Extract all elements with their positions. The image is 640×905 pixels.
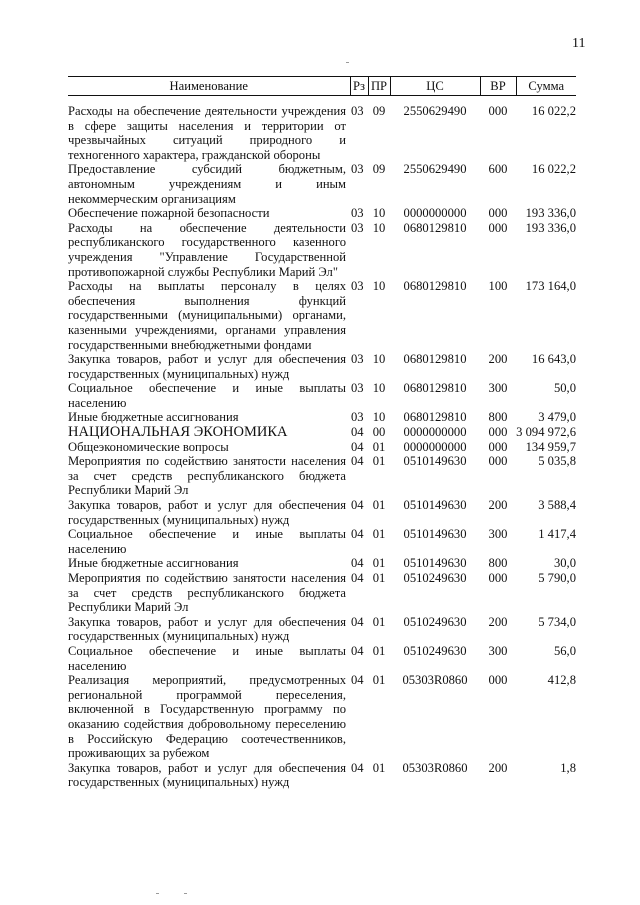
cell-pr: 01 (372, 614, 386, 629)
scan-speck (156, 893, 159, 894)
cell-name: Социальное обеспечение и иные выплаты населению (68, 527, 346, 556)
cell-name: Обеспечение пожарной безопасности (68, 206, 270, 221)
cell-cs: 0000000000 (403, 425, 467, 440)
cell-cs: 0510249630 (403, 614, 467, 629)
cell-vr: 200 (488, 498, 508, 513)
cell-sum: 3 479,0 (538, 410, 576, 425)
cell-vr: 300 (488, 527, 508, 542)
cell-rz: 04 (351, 571, 364, 585)
cell-sum: 1 417,4 (538, 527, 576, 542)
cell-vr: 600 (488, 162, 508, 177)
cell-cs: 0510149630 (403, 527, 467, 542)
cell-rz: 03 (351, 162, 364, 177)
table-row (68, 644, 576, 673)
cell-name: Закупка товаров, работ и услуг для обеспечения государственных (муниципальных) нужд (68, 614, 346, 644)
cell-sum: 134 959,7 (525, 439, 576, 454)
cell-sum: 3 588,4 (538, 498, 576, 513)
cell-pr: 01 (372, 673, 386, 688)
scan-speck (184, 893, 187, 894)
table-body (68, 96, 576, 790)
scan-speck (346, 62, 349, 63)
cell-sum: 56,0 (553, 643, 576, 658)
cell-vr: 000 (488, 425, 508, 440)
cell-vr: 200 (488, 614, 508, 629)
cell-rz: 04 (351, 643, 364, 658)
table-row (68, 279, 576, 352)
cell-sum: 5 035,8 (538, 454, 576, 469)
cell-sum: 5 734,0 (538, 614, 576, 629)
cell-vr: 800 (488, 556, 508, 571)
cell-cs: 0680129810 (403, 279, 467, 294)
cell-rz: 04 (351, 556, 364, 571)
cell-name: Закупка товаров, работ и услуг для обеспечения государственных (муниципальных) нужд (68, 352, 346, 381)
cell-name: Расходы на обеспечение деятельности республиканского государственного казенного учреждения "Управление Государственной противопожарной службы Республики Марий Эл" (68, 220, 346, 279)
cell-name: НАЦИОНАЛЬНАЯ ЭКОНОМИКА (68, 424, 288, 441)
cell-vr: 200 (488, 352, 508, 367)
cell-pr: 10 (372, 410, 386, 425)
cell-rz: 03 (351, 206, 364, 221)
table-row (68, 221, 576, 279)
table-row (68, 96, 576, 163)
table-row (68, 761, 576, 790)
cell-cs: 0000000000 (403, 206, 467, 221)
cell-sum: 173 164,0 (525, 279, 576, 294)
table-row (68, 454, 576, 498)
cell-cs: 0510149630 (403, 556, 467, 571)
table-row (68, 571, 576, 615)
cell-vr: 000 (488, 571, 508, 585)
page-number: 11 (572, 36, 586, 51)
cell-vr: 000 (488, 673, 508, 688)
cell-pr: 10 (372, 381, 386, 396)
cell-sum: 16 643,0 (531, 352, 576, 367)
cell-name: Социальное обеспечение и иные выплаты населению (68, 381, 346, 410)
cell-pr: 01 (372, 643, 386, 658)
cell-sum: 412,8 (547, 673, 576, 688)
header-pr: ПР (368, 77, 390, 96)
cell-cs: 05303R0860 (402, 673, 468, 688)
cell-pr: 10 (372, 206, 386, 221)
cell-rz: 04 (351, 614, 364, 629)
cell-cs: 0680129810 (403, 381, 467, 396)
cell-name: Общеэкономические вопросы (68, 439, 229, 454)
cell-pr: 00 (372, 425, 386, 440)
cell-vr: 000 (488, 206, 508, 221)
cell-vr: 000 (488, 439, 508, 454)
header-vr: ВР (480, 77, 516, 96)
cell-sum: 5 790,0 (538, 571, 576, 585)
header-rz: Рз (350, 77, 368, 96)
cell-name: Закупка товаров, работ и услуг для обеспечения государственных (муниципальных) нужд (68, 760, 346, 790)
cell-vr: 800 (488, 410, 508, 425)
cell-name: Предоставление субсидий бюджетным, автономным учреждениям и иным некоммерческим организациям (68, 162, 346, 206)
cell-pr: 01 (372, 454, 386, 469)
header-cs: ЦС (390, 77, 480, 96)
cell-cs: 2550629490 (403, 104, 467, 118)
cell-cs: 0680129810 (403, 410, 467, 425)
cell-vr: 000 (488, 104, 508, 118)
cell-rz: 04 (351, 760, 364, 775)
cell-vr: 100 (488, 279, 508, 294)
cell-vr: 000 (488, 220, 508, 235)
table-row (68, 352, 576, 381)
cell-rz: 04 (351, 454, 364, 469)
table-row (68, 498, 576, 527)
cell-rz: 03 (351, 220, 364, 235)
cell-rz: 03 (351, 352, 364, 367)
cell-name: Закупка товаров, работ и услуг для обеспечения государственных (муниципальных) нужд (68, 498, 346, 527)
cell-vr: 300 (488, 643, 508, 658)
cell-vr: 300 (488, 381, 508, 396)
cell-name: Мероприятия по содействию занятости населения за счет средств республиканского бюджета Республики Марий Эл (68, 454, 346, 498)
cell-pr: 10 (372, 279, 386, 294)
cell-cs: 0510249630 (403, 571, 467, 585)
cell-rz: 03 (351, 410, 364, 425)
table-row (68, 527, 576, 556)
cell-rz: 04 (351, 527, 364, 542)
cell-rz: 04 (351, 439, 364, 454)
cell-cs: 05303R0860 (402, 760, 468, 775)
table-row (68, 673, 576, 761)
cell-rz: 03 (351, 381, 364, 396)
cell-cs: 0510149630 (403, 454, 467, 469)
header-name: Наименование (68, 77, 350, 96)
cell-name: Расходы на обеспечение деятельности учреждения в сфере защиты населения и территории от чрезвычайных ситуаций природного и техногенного характера, гражданской обороны (68, 104, 346, 162)
cell-sum: 193 336,0 (525, 220, 576, 235)
cell-sum: 3 094 972,6 (516, 425, 576, 440)
table-header (68, 77, 576, 96)
table-row (68, 556, 576, 571)
cell-sum: 1,8 (560, 760, 576, 775)
cell-sum: 50,0 (553, 381, 576, 396)
cell-pr: 01 (372, 760, 386, 775)
cell-name: Мероприятия по содействию занятости населения за счет средств республиканского бюджета Республики Марий Эл (68, 571, 346, 615)
cell-name: Иные бюджетные ассигнования (68, 410, 239, 425)
cell-sum: 16 022,2 (531, 162, 576, 177)
cell-rz: 04 (351, 425, 364, 440)
cell-cs: 0510149630 (403, 498, 467, 513)
cell-sum: 193 336,0 (525, 206, 576, 221)
table-row (68, 162, 576, 206)
budget-table (68, 76, 576, 790)
cell-pr: 09 (372, 104, 386, 118)
cell-sum: 30,0 (553, 556, 576, 571)
cell-rz: 04 (351, 498, 364, 513)
cell-name: Расходы на выплаты персоналу в целях обеспечения выполнения функций государственными (муниципальными) органами, казенными учреждениями, органами управления государственными внебюджетными фондами (68, 279, 346, 352)
table-row (68, 440, 576, 455)
header-sum: Сумма (516, 77, 576, 96)
cell-pr: 10 (372, 352, 386, 367)
table-row (68, 381, 576, 410)
cell-pr: 09 (372, 162, 386, 177)
cell-cs: 0510249630 (403, 643, 467, 658)
cell-pr: 01 (372, 439, 386, 454)
table-row (68, 410, 576, 425)
cell-sum: 16 022,2 (531, 104, 576, 118)
cell-cs: 0680129810 (403, 352, 467, 367)
cell-pr: 10 (372, 220, 386, 235)
table-row (68, 425, 576, 440)
table-row (68, 615, 576, 644)
cell-pr: 01 (372, 556, 386, 571)
cell-rz: 03 (351, 104, 364, 118)
cell-cs: 2550629490 (403, 162, 467, 177)
cell-name: Реализация мероприятий, предусмотренных региональной программой переселения, включенной в Государственную программу по оказанию содействия добровольному переселению в Российскую Федерацию соотечественников, проживающих за рубежом (68, 673, 346, 761)
cell-rz: 04 (351, 673, 364, 688)
cell-pr: 01 (372, 571, 386, 585)
cell-cs: 0680129810 (403, 220, 467, 235)
cell-vr: 000 (488, 454, 508, 469)
cell-vr: 200 (488, 760, 508, 775)
table-row (68, 206, 576, 221)
cell-rz: 03 (351, 279, 364, 294)
cell-pr: 01 (372, 527, 386, 542)
cell-name: Иные бюджетные ассигнования (68, 556, 239, 571)
cell-cs: 0000000000 (403, 439, 467, 454)
cell-pr: 01 (372, 498, 386, 513)
cell-name: Социальное обеспечение и иные выплаты населению (68, 643, 346, 673)
